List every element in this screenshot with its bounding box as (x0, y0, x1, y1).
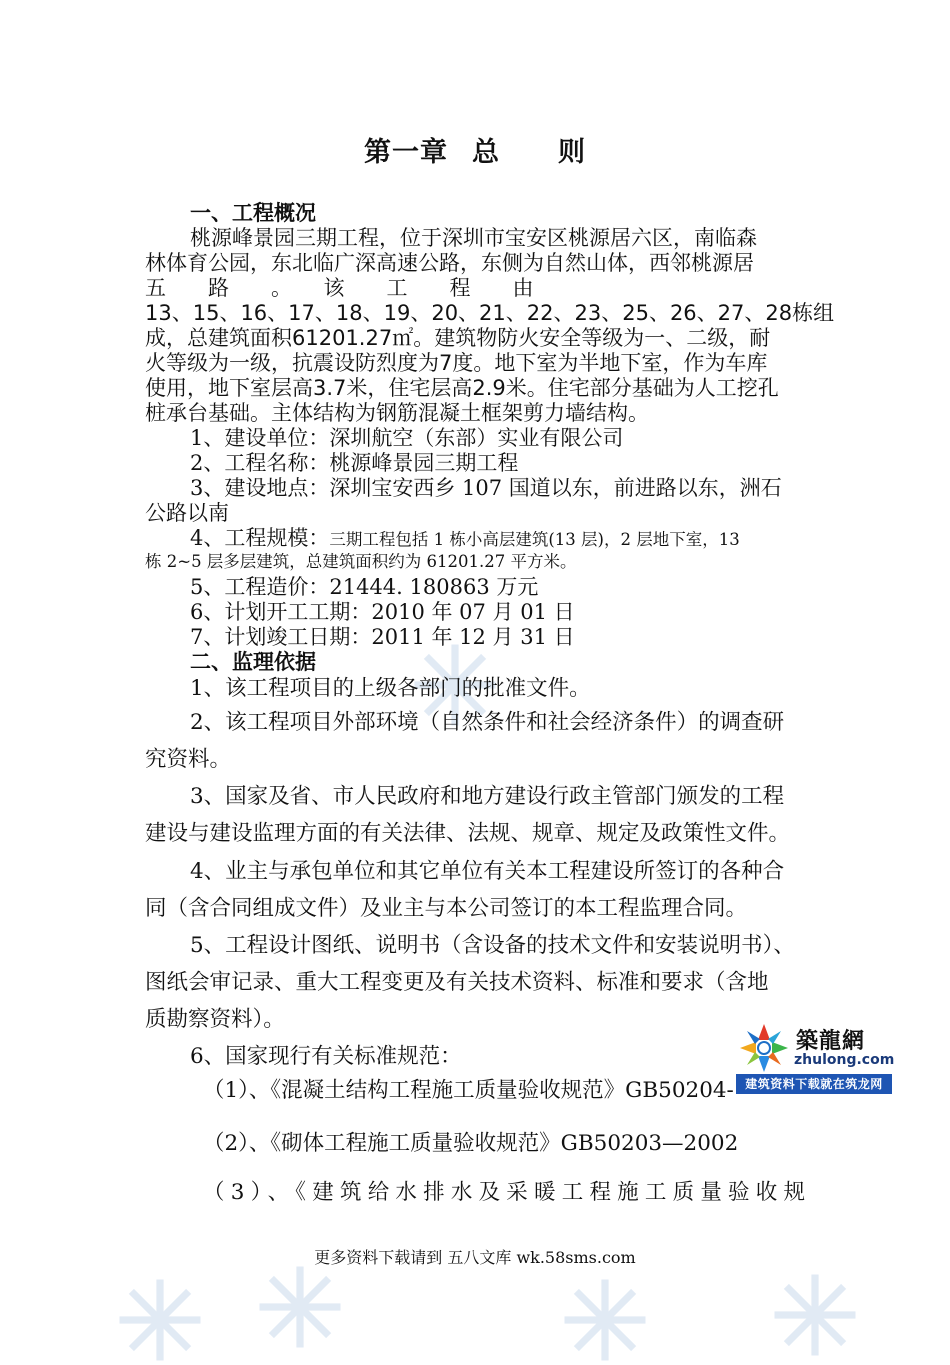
basis-item-2: 2、该工程项目外部环境（自然条件和社会经济条件）的调查研 (190, 710, 785, 735)
overview-line: 成，总建筑面积61201.27㎡。建筑物防火安全等级为一、二级，耐 (145, 326, 771, 350)
logo-banner: 建筑资料下载就在筑龙网 (736, 1074, 892, 1094)
basis-item-4: 4、业主与承包单位和其它单位有关本工程建设所签订的各种合 (190, 859, 785, 884)
item-scale (190, 526, 805, 552)
item-finish-date: 7、计划竣工日期：2011 年 12 月 31 日 (190, 625, 575, 649)
chapter-word-1: 总 (472, 137, 500, 168)
overview-line: 使用，地下室层高3.7米，住宅层高2.9米。住宅部分基础为人工挖孔 (145, 376, 779, 400)
standard-item-2: （2）、《砌体工程施工质量验收规范》GB50203—2002 (203, 1131, 739, 1156)
overview-line: 桃源峰景园三期工程，位于深圳市宝安区桃源居六区，南临森 (190, 226, 757, 250)
item-developer: 1、建设单位：深圳航空（东部）实业有限公司 (190, 426, 624, 450)
item-scale-label: 4、工程规模： (190, 526, 330, 550)
footer-download-note: 更多资料下载请到 五八文库 wk.58sms.com (314, 1248, 636, 1267)
standard-item-3: （3）、《建筑给水排水及采暖工程施工质量验收规 (203, 1180, 805, 1205)
basis-item-6: 6、国家现行有关标准规范： (190, 1044, 462, 1069)
logo-name: 築龍網 (796, 1029, 866, 1054)
chapter-word-2: 则 (558, 137, 586, 168)
basis-item-5: 5、工程设计图纸、说明书（含设备的技术文件和安装说明书）、 (190, 933, 795, 958)
item-location: 3、建设地点：深圳宝安西乡 107 国道以东，前进路以东，洲石 (190, 476, 782, 500)
chapter-title (0, 130, 950, 169)
zhulong-logo (736, 1022, 895, 1096)
overview-line: 五 路 。 该 工 程 由 (145, 276, 534, 300)
snowflake-watermark-icon (115, 1275, 205, 1365)
basis-item-5-cont: 图纸会审记录、重大工程变更及有关技术资料、标准和要求（含地 (145, 970, 769, 995)
zhulong-flower-logo-icon (736, 1022, 792, 1074)
overview-line: 林体育公园，东北临广深高速公路，东侧为自然山体，西邻桃源居 (145, 251, 754, 275)
overview-line: 桩承台基础。主体结构为钢筋混凝土框架剪力墙结构。 (145, 401, 649, 425)
standard-item-1: （1）、《混凝土结构工程施工质量验收规范》GB50204- (203, 1078, 734, 1103)
section2-heading: 二、监理依据 (190, 650, 316, 674)
item-cost: 5、工程造价：21444. 180863 万元 (190, 575, 539, 599)
basis-item-4-cont: 同（含合同组成文件）及业主与本公司签订的本工程监理合同。 (145, 896, 748, 921)
basis-item-5-cont: 质勘察资料）。 (145, 1007, 285, 1032)
item-scale-text: 三期工程包括 1 栋小高层建筑(13 层)，2 层地下室，13 (329, 530, 740, 549)
overview-line: 13、15、16、17、18、19、20、21、22、23、25、26、27、28栋组 (145, 301, 835, 325)
basis-item-2-cont: 究资料。 (145, 747, 232, 772)
item-scale-cont: 栋 2~5 层多层建筑，总建筑面积约为 61201.27 平方米。 (145, 552, 577, 571)
chapter-number: 第一章 (364, 137, 448, 168)
basis-item-1: 1、该工程项目的上级各部门的批准文件。 (190, 676, 591, 701)
item-location-cont: 公路以南 (145, 501, 229, 525)
snowflake-watermark-icon (770, 1270, 860, 1360)
basis-item-3-cont: 建设与建设监理方面的有关法律、法规、规章、规定及政策性文件。 (145, 821, 791, 846)
overview-line: 火等级为一级，抗震设防烈度为7度。地下室为半地下室，作为车库 (145, 351, 768, 375)
logo-domain: zhulong.com (794, 1052, 895, 1068)
snowflake-watermark-icon (560, 1275, 650, 1365)
section1-heading: 一、工程概况 (190, 201, 316, 225)
basis-item-3: 3、国家及省、市人民政府和地方建设行政主管部门颁发的工程 (190, 784, 785, 809)
snowflake-watermark-icon (255, 1262, 345, 1352)
item-start-date: 6、计划开工工期：2010 年 07 月 01 日 (190, 600, 575, 624)
item-project-name: 2、工程名称：桃源峰景园三期工程 (190, 451, 519, 475)
